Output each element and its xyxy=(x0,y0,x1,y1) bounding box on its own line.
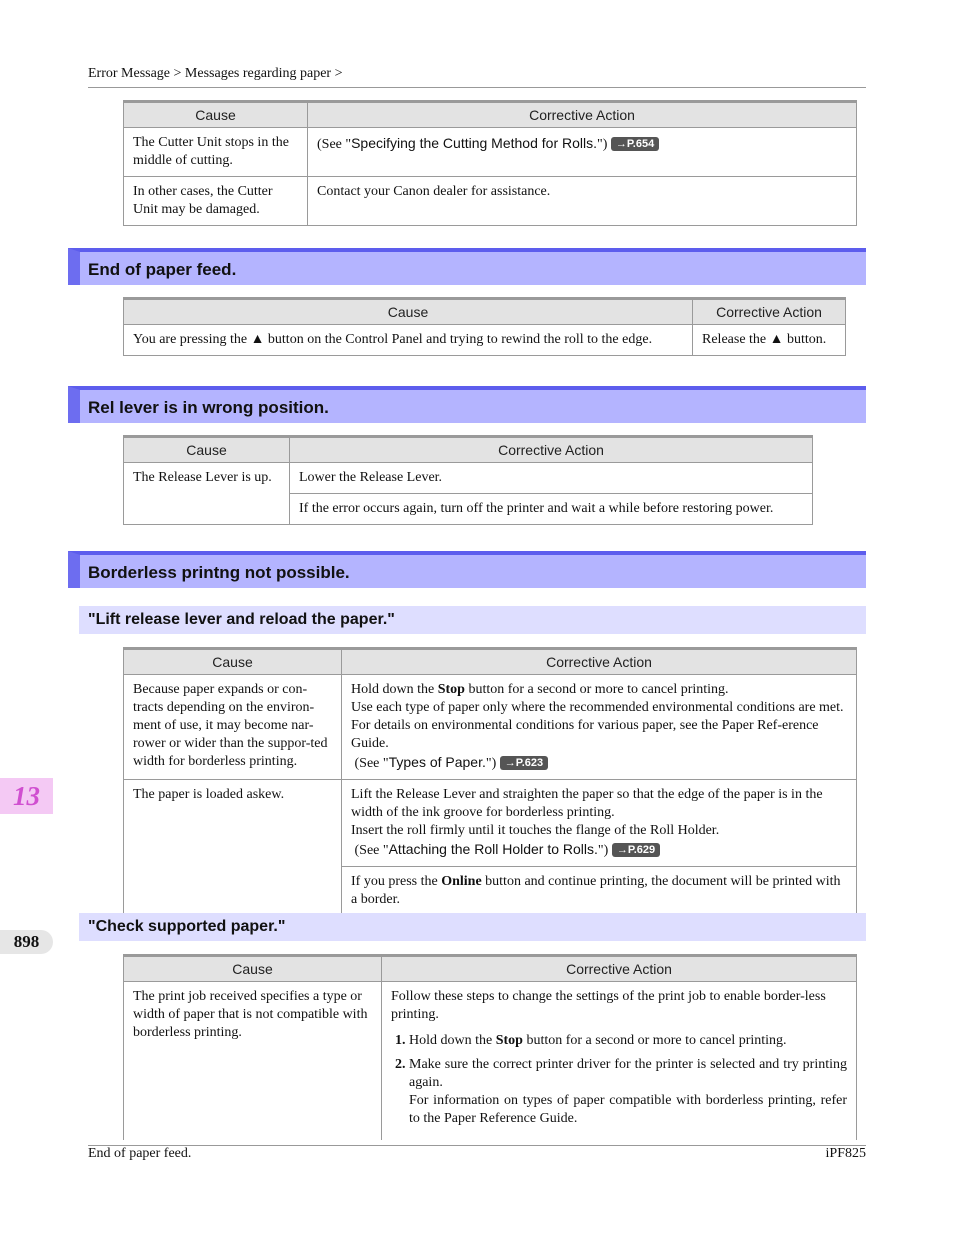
action-cell: Follow these steps to change the settings of the print job to enable border-less printing. 1. Hold down the Stop button for a second or more to cancel printing. 2. Make sure the correct printer driver for the printer is selected and try printing again. For information on types of paper compatible with borderless printing, refer to the Paper Reference Guide. xyxy=(382,982,857,1141)
action-cell: Release the ▲ button. xyxy=(693,325,846,356)
subsection-heading-lift-release: "Lift release lever and reload the paper." xyxy=(79,606,866,634)
page-ref-badge[interactable]: →P.654 xyxy=(611,137,659,151)
col-action: Corrective Action xyxy=(382,956,857,982)
table-row xyxy=(124,982,857,1141)
list-item: 1. Hold down the Stop button for a second or more to cancel printing. xyxy=(409,1032,847,1050)
cause-cell: You are pressing the ▲ button on the Control Panel and trying to rewind the roll to the edge. xyxy=(124,325,693,356)
cross-reference-link[interactable]: Attaching the Roll Holder to Rolls. xyxy=(388,841,598,857)
end-paper-table xyxy=(123,297,846,356)
cause-cell: The print job received specifies a type or width of paper that is not compatible with borderless printing. xyxy=(124,982,382,1141)
list-item: 2. Make sure the correct printer driver for the printer is selected and try printing again. For information on types of paper compatible with borderless printing, refer to the Paper Reference Guide. xyxy=(409,1056,847,1128)
action-cell: Lift the Release Lever and straighten the paper so that the edge of the paper is in the width of the ink groove for borderless printing. Insert the roll firmly until it touches the flange of the Roll Holder. (See "Attaching the Roll Holder to Rolls.") →P.629 xyxy=(342,780,857,867)
steps-list xyxy=(391,1032,847,1128)
col-cause: Cause xyxy=(124,299,693,325)
action-cell: Lower the Release Lever. xyxy=(290,463,813,494)
section-heading-borderless: Borderless printng not possible. xyxy=(68,551,866,588)
cause-cell: The Release Lever is up. xyxy=(124,463,290,525)
col-cause: Cause xyxy=(124,956,382,982)
table-row xyxy=(124,675,857,780)
table-row xyxy=(124,177,857,226)
page-ref-badge[interactable]: →P.629 xyxy=(612,843,660,857)
action-cell: Contact your Canon dealer for assistance. xyxy=(308,177,857,226)
page-number: 898 xyxy=(0,930,53,954)
col-action: Corrective Action xyxy=(693,299,846,325)
action-cell: If the error occurs again, turn off the printer and wait a while before restoring power. xyxy=(290,494,813,525)
chapter-tab[interactable]: 13 xyxy=(0,778,53,814)
cross-reference-link[interactable]: Specifying the Cutting Method for Rolls. xyxy=(351,135,597,151)
col-action: Corrective Action xyxy=(308,102,857,128)
cutter-table xyxy=(123,100,857,226)
cross-reference-link[interactable]: Types of Paper. xyxy=(388,754,486,770)
cause-cell: Because paper expands or con-tracts depending on the environ-ment of use, it may become nar-rower or wider than the suppor-ted width for borderless printing. xyxy=(124,675,342,780)
col-cause: Cause xyxy=(124,437,290,463)
footer-section-title: End of paper feed. xyxy=(88,1146,192,1161)
action-cell: (See "Specifying the Cutting Method for Rolls.") →P.654 xyxy=(308,128,857,177)
col-action: Corrective Action xyxy=(290,437,813,463)
section-heading-end-of-paper-feed: End of paper feed. xyxy=(68,248,866,285)
header-rule xyxy=(88,87,866,88)
lift-release-table xyxy=(123,647,857,916)
cause-cell: In other cases, the Cutter Unit may be damaged. xyxy=(124,177,308,226)
rel-lever-table xyxy=(123,435,813,525)
cause-cell: The Cutter Unit stops in the middle of cutting. xyxy=(124,128,308,177)
table-row xyxy=(124,325,846,356)
action-cell: Hold down the Stop button for a second or more to cancel printing. Use each type of paper only where the recommended environmental conditions are met. For details on environmental conditions for various paper, see the Paper Ref-erence Guide. (See "Types of Paper.") →P.623 xyxy=(342,675,857,780)
section-heading-rel-lever: Rel lever is in wrong position. xyxy=(68,386,866,423)
action-cell: If you press the Online button and continue printing, the document will be printed with a border. xyxy=(342,867,857,916)
breadcrumb[interactable]: Error Message > Messages regarding paper > xyxy=(88,66,343,81)
footer-rule xyxy=(88,1145,866,1146)
table-row xyxy=(124,463,813,494)
col-action: Corrective Action xyxy=(342,649,857,675)
table-row xyxy=(124,128,857,177)
col-cause: Cause xyxy=(124,649,342,675)
check-paper-table xyxy=(123,954,857,1140)
page-ref-badge[interactable]: →P.623 xyxy=(500,756,548,770)
subsection-heading-check-paper: "Check supported paper." xyxy=(79,913,866,941)
col-cause: Cause xyxy=(124,102,308,128)
footer-model-name: iPF825 xyxy=(825,1146,866,1161)
cause-cell: The paper is loaded askew. xyxy=(124,780,342,916)
table-row xyxy=(124,780,857,867)
